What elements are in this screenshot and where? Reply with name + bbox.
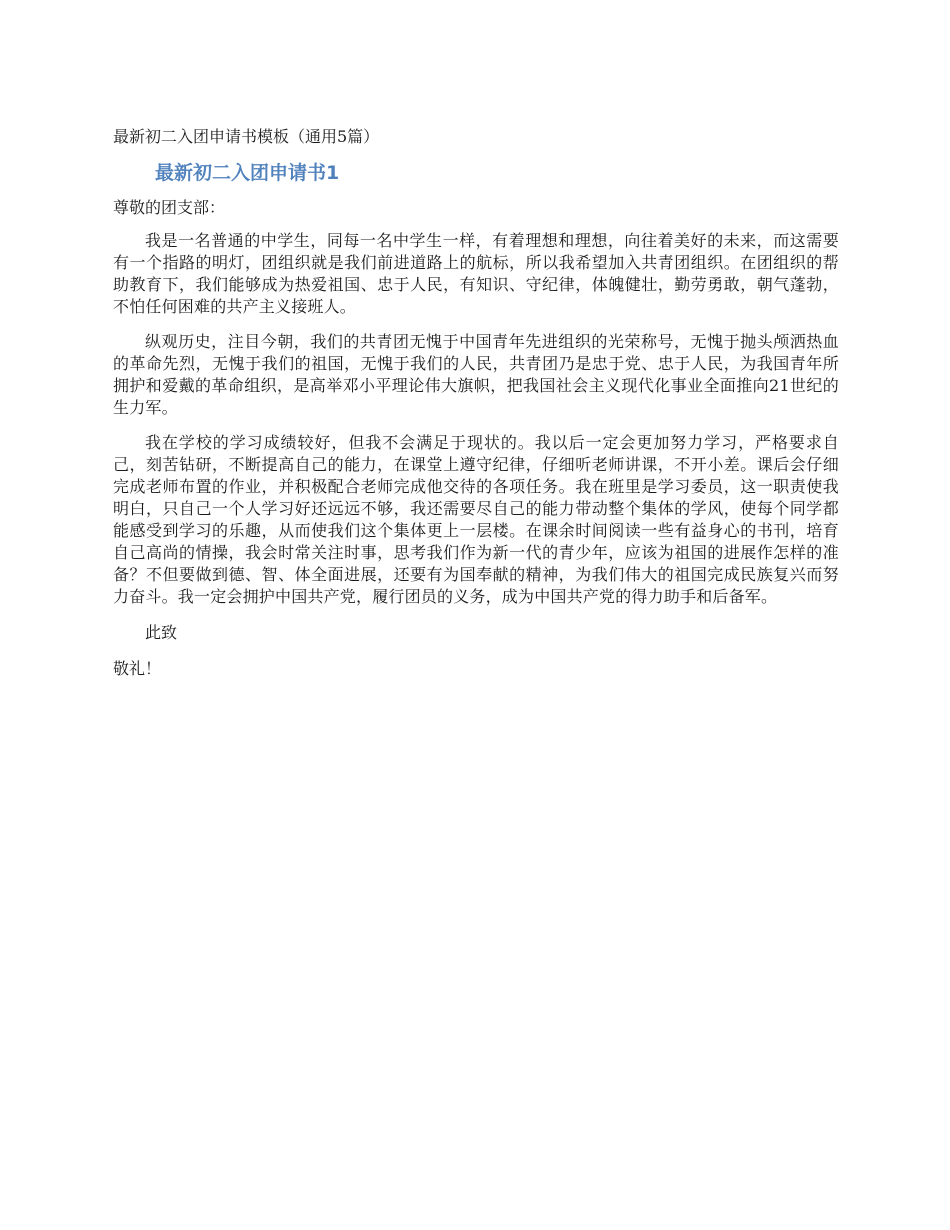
body-paragraph-2: 纵观历史，注目今朝，我们的共青团无愧于中国青年先进组织的光荣称号，无愧于抛头颅洒热血的革命先烈，无愧于我们的祖国，无愧于我们的人民，共青团乃是忠于党、忠于人民，为我国青年所拥护和爱戴的革命组织，是高举邓小平理论伟大旗帜，把我国社会主义现代化事业全面推向21世纪的生力军。 xyxy=(113,332,839,417)
body-paragraph-3: 我在学校的学习成绩较好，但我不会满足于现状的。我以后一定会更加努力学习，严格要求自己，刻苦钻研，不断提高自己的能力，在课堂上遵守纪律，仔细听老师讲课，不开小差。课后会仔细完成老师布置的作业，并积极配合老师完成他交待的各项任务。我在班里是学习委员，这一职责使我明白，只自己一个人学习好还远远不够，我还需要尽自己的能力带动整个集体的学风，使每个同学都能感受到学习的乐趣，从而使我们这个集体更上一层楼。在课余时间阅读一些有益身心的书刊，培育自己高尚的情操，我会时常关注时事，思考我们作为新一代的青少年，应该为祖国的进展作怎样的准备？不但要做到德、智、体全面进展，还要有为国奉献的精神，为我们伟大的祖国完成民族复兴而努力奋斗。我一定会拥护中国共产党，履行团员的义务，成为中国共产党的得力助手和后备军。 xyxy=(113,433,839,606)
closing-line: 此致 xyxy=(145,623,178,642)
salutation: 尊敬的团支部： xyxy=(113,198,226,217)
section-heading: 最新初二入团申请书1 xyxy=(155,162,340,184)
document-title: 最新初二入团申请书模板（通用5篇） xyxy=(113,127,380,146)
document-page xyxy=(113,124,839,681)
regards-line: 敬礼！ xyxy=(113,659,162,678)
body-paragraph-1: 我是一名普通的中学生，同每一名中学生一样，有着理想和理想，向往着美好的未来，而这需要有一个指路的明灯，团组织就是我们前进道路上的航标，所以我希望加入共青团组织。在团组织的帮助教育下，我们能够成为热爱祖国、忠于人民，有知识、守纪律，体魄健壮，勤劳勇敢，朝气蓬勃，不怕任何困难的共产主义接班人。 xyxy=(113,231,839,316)
